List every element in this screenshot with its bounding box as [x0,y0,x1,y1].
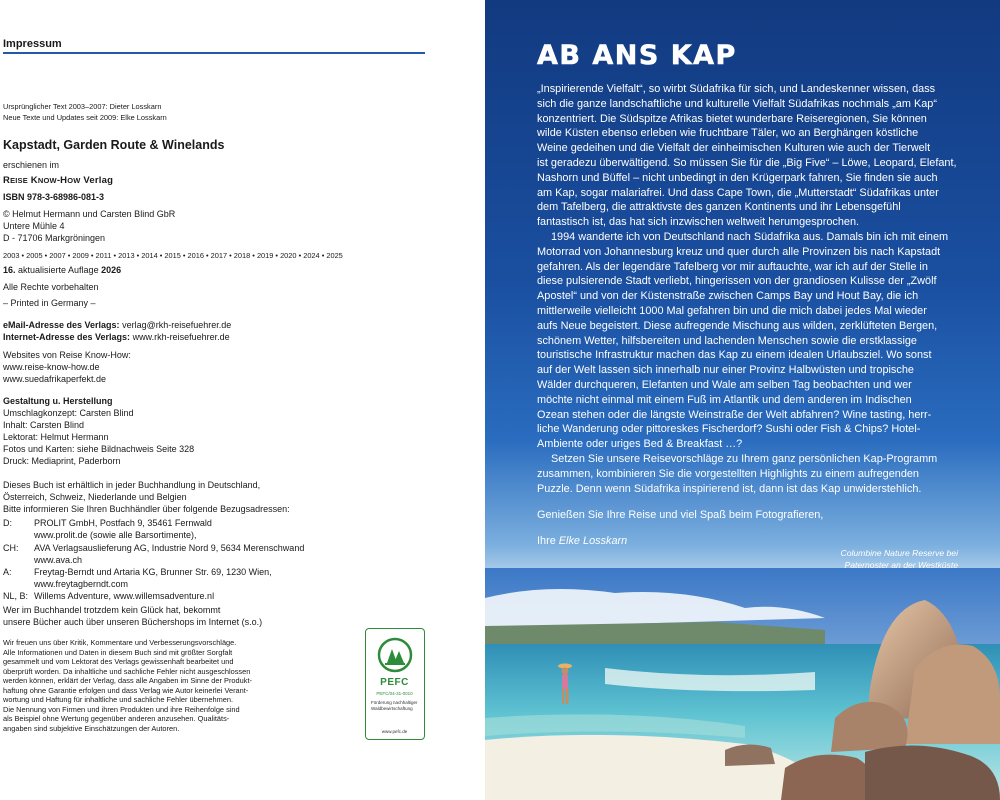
address-line: AVA Verlagsauslieferung AG, Industrie Nord 9, 5634 Merenschwand [34,543,305,553]
address-line: www.prolit.de (sowie alle Barsortimente), [34,530,197,540]
address-line: Willems Adventure, www.willemsadventure.nl [34,591,215,601]
availability-line: Bitte informieren Sie Ihren Buchhändler über folgende Bezugsadressen: [3,504,290,514]
title-rule [3,52,425,54]
text-line: Apostel“ und von der Küstenstraße zwischen Camps Bay und Hout Bay, die ich [537,290,919,303]
caption-line: Columbine Nature Reserve bei [840,548,958,558]
isbn: ISBN 978-3-68986-081-3 [3,192,105,202]
copyright-line: D - 71706 Markgröningen [3,233,106,243]
website-link[interactable]: www.suedafrikaperfekt.de [3,374,107,384]
production-line: Druck: Mediaprint, Paderborn [3,456,121,466]
caption-line: Paternoster an der Westküste [844,559,958,570]
greeting: Genießen Sie Ihre Reise und viel Spaß beim Fotografieren, [537,509,824,521]
text-line: gefahren. Als der legendäre Tafelberg vor mir auftauchte, war ich auf der Stelle in [537,260,928,273]
impressum-page [0,0,485,800]
web-link[interactable]: www.rkh-reisefuehrer.de [130,332,230,342]
address-label: D: [3,518,12,528]
text-line: mittlerweile vielleicht 1000 Mal gefahren bin und die mich dabei jedes Mal wieder [537,304,927,317]
disclaimer-line: werden können, erklärt der Verlag, dass alle Angaben im Sinne der Produkt- [3,676,252,685]
production-line: Lektorat: Helmut Hermann [3,432,109,442]
text-line: möchte nicht einmal mit einem Fuß im Atlantik und dem anderen im Indischen [537,393,912,406]
text-line: wilde Küsten ebenso erleben wie fruchtbare Täler, wo an Berghängen köstliche [537,127,919,140]
address-line: PROLIT GmbH, Postfach 9, 35461 Fernwald [34,518,212,528]
text-line: „Inspirierende Vielfalt“, so wirbt Südafrika für sich, und Landeskenner wissen, dass [537,83,936,95]
text-line: liche Wanderung oder pittoreskes Fischerdorf? Sushi oder Fish & Chips? Hotel- [537,423,921,436]
book-title: Kapstadt, Garden Route & Winelands [3,138,225,152]
text-line: Weine gedeihen und die Vielfalt der einheimischen Kulturen wie auch der Tierwelt [537,142,931,155]
text-line: Nashorn und Büffel – nicht unbedingt in den Krügerpark fahren, Sie finden sie auch [537,171,938,184]
text-line: 1994 wanderte ich von Deutschland nach Südafrika aus. Damals bin ich mit einem [551,230,949,243]
text-line: Ambiente oder uriges Bed & Breakfast …? [537,438,743,451]
text-line: am Kap, sogar malariafrei. Und dass Cape Town, die „Mutterstadt“ Südafrikas unter [537,186,939,199]
pefc-tree-icon [377,637,413,673]
text-line: Motorrad von Johannesburg kreuz und quer durch alle Provinzen bis nach Kapstadt [537,245,941,258]
disclaimer-line: gesammelt und vom Lektorat des Verlags gewissenhaft bearbeitet und [3,657,234,666]
edition-years: 2003 • 2005 • 2007 • 2009 • 2011 • 2013 • 2014 • 2015 • 2016 • 2017 • 2018 • 2019 • 2020 • 2024 • 2025 [3,251,343,260]
pefc-code: PEFC/04-31-0010 [376,691,413,696]
text-line: auf der Welt lassen sich innerhalb nur einer Provinz Halbwüsten und tropische [537,364,914,377]
page-heading: AB ANS KAP [537,40,737,71]
address-label: NL, B: [3,591,29,601]
text-line: diese pulsierende Stadt verliebt, hingerissen von der grandiosen Kulisse der „Zwölf [537,275,937,288]
text-line: konzentriert. Die Südspitze Afrikas bietet wunderbare Reiseregionen, Sie können [537,112,927,125]
pefc-url: www.pefc.de [381,729,408,734]
impressum-title: Impressum [3,38,62,50]
publisher-name: REISE KNOW-HOW Verlag [3,175,114,186]
text-line: Puzzle. Denn wenn Südafrika inspirierend ist, dann ist das Kap unwiderstehlich. [537,482,922,495]
pefc-certification-logo [365,628,425,740]
text-line: fantastisch ist, das hat sich inzwischen weltweit herumgesprochen. [537,216,860,229]
published-in: erschienen im [3,160,60,170]
disclaimer-line: Wir freuen uns über Kritik, Kommentare und Verbesserungsvorschläge. [3,638,237,647]
text-line: Wälder durchqueren, Elefanten und Wale am selben Tag beobachten und wer [537,378,912,391]
disclaimer-line: Die Nennung von Firmen und ihren Produkten und ihre Reihenfolge sind [3,704,240,714]
address-label: CH: [3,543,19,553]
production-line: Fotos und Karten: siehe Bildnachweis Seite 328 [3,444,195,454]
bookstore-line: unsere Bücher auch über unseren Büchershops im Internet (s.o.) [3,617,263,627]
credit-line: Neue Texte und Updates seit 2009: Elke Losskarn [3,113,167,122]
disclaimer-line: überprüft worden. Da inhaltliche und sachliche Fehler nicht ausgeschlossen [3,666,251,676]
copyright-line: Untere Mühle 4 [3,221,65,231]
author-name: Elke Losskarn [558,535,628,547]
bookstore-line: Wer im Buchhandel trotzdem kein Glück hat, bekommt [3,605,221,615]
edition: 16. aktualisierte Auflage 2026 [3,265,122,275]
website-link[interactable]: www.reise-know-how.de [3,362,100,372]
address-line: www.freytagberndt.com [34,579,129,589]
text-line: Ozean stehen oder die längste Weinstraße der Welt abfahren? Wine tasting, herr- [537,408,932,421]
disclaimer-line: haftung ohne Garantie erfolgen und dass Verlag wie Autor keinerlei Verant- [3,685,249,695]
text-line: Setzen Sie unsere Reisevorschläge zu Ihrem ganz persönlichen Kap-Programm [551,452,938,465]
availability-line: Österreich, Schweiz, Niederlande und Belgien [3,492,187,502]
rights: Alle Rechte vorbehalten [3,282,99,292]
intro-text [537,82,960,496]
text-line: schönem Wetter, hilfsbereiten und lachenden Menschen sowie die erstklassige [537,334,917,347]
pefc-name: PEFC [380,677,409,688]
coast-photo [485,568,1000,800]
address-line: www.ava.ch [34,555,83,565]
text-line: aufs Neue begeistert. Diese aufregende Mischung aus wilden, zerklüfteten Bergen, [537,319,938,332]
availability-line: Dieses Buch ist erhältlich in jeder Buchhandlung in Deutschland, [3,480,261,490]
web-line: Internet-Adresse des Verlags: www.rkh-reisefuehrer.de [3,332,230,342]
credit-line: Ursprünglicher Text 2003–2007: Dieter Losskarn [3,102,162,111]
websites-label: Websites von Reise Know-How: [3,350,131,360]
copyright-line: © Helmut Hermann und Carsten Blind GbR [3,209,176,219]
disclaimer-line: als Beispiel ohne Wertung gegenüber anderen anzusehen. Qualitäts- [3,714,230,723]
disclaimer [3,638,303,733]
email-link[interactable]: verlag@rkh-reisefuehrer.de [119,320,232,330]
production-line: Inhalt: Carsten Blind [3,420,85,430]
signoff: Ihre Elke Losskarn [537,535,628,547]
text-line: touristische Infrastruktur machen das Kap zu einem idealen Urlaubsziel. Wo sonst [537,349,932,362]
photo-caption [840,548,958,571]
printed-in: – Printed in Germany – [3,298,96,308]
production-line: Umschlagkonzept: Carsten Blind [3,408,134,418]
text-line: sich die ganze landschaftliche und kulturelle Vielfalt Südafrikas nochmals „am Kap“ [537,97,937,110]
disclaimer-line: Alle Informationen und Daten in diesem Buch sind mit größter Sorgfalt [3,647,233,657]
disclaimer-line: angaben sind subjektive Einschätzungen der Autoren. [3,723,180,733]
pefc-description: Förderung nachhaltiger Waldbewirtschaftung [371,700,418,711]
text-line: dem Tafelberg, die attraktivste des ganzen Kontinents und ihr Lebensgefühl [537,201,901,214]
email-line: eMail-Adresse des Verlags: verlag@rkh-reisefuehrer.de [3,320,232,330]
text-line: ist geradezu überwältigend. So müssen Sie für die „Big Five“ – Löwe, Leopard, Elefant, [537,156,957,169]
address-line: Freytag-Berndt und Artaria KG, Brunner Str. 69, 1230 Wien, [34,567,272,577]
production-title: Gestaltung u. Herstellung [3,396,113,406]
address-label: A: [3,567,12,577]
text-line: zusammen, kombinieren Sie die vorgestellten Highlights zu einem aufregenden [537,467,919,480]
disclaimer-line: wortung und Haftung für inhaltliche und sachliche Fehler übernehmen. [3,695,234,704]
